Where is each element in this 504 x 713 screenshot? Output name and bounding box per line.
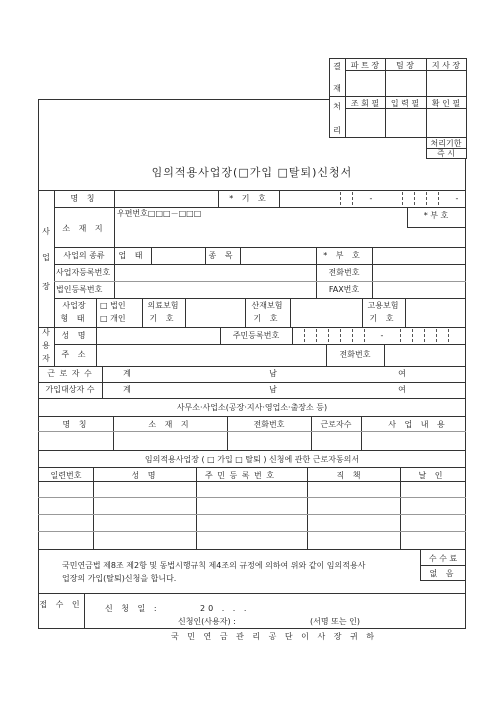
application-date-value: 20 . . . — [200, 604, 250, 613]
fee-value: 없 음 — [429, 569, 457, 578]
eligible-male-label: 남 — [269, 385, 277, 394]
approval-side-label-3: 처 — [333, 102, 341, 111]
worker-female-label: 여 — [398, 369, 406, 378]
business-fax-label: FAX번호 — [328, 285, 360, 294]
eligible-count-label: 가입대상자 수 — [45, 385, 95, 394]
business-category-label: 업 태 — [118, 251, 146, 260]
approval-header-input: 입 력 필 — [390, 99, 420, 108]
worker-count-label: 근 로 자 수 — [47, 369, 93, 378]
business-side-label-2: 업 — [42, 253, 50, 262]
consent-col-rrn: 주 민 등 록 번 호 — [204, 471, 276, 480]
branch-col-business: 사 업 내 용 — [388, 420, 448, 429]
receipt-label: 접 수 인 — [39, 600, 83, 609]
individual-checkbox[interactable]: □ 개인 — [100, 314, 126, 323]
eligible-female-label: 여 — [398, 385, 406, 394]
medical-insurance-label-1: 의료보험 — [147, 301, 179, 310]
corporation-checkbox[interactable]: □ 법인 — [100, 301, 126, 310]
corporate-reg-number-label: 법인등록번호 — [56, 285, 103, 294]
employer-phone-label: 전화번호 — [339, 350, 371, 359]
worker-male-label: 남 — [269, 369, 277, 378]
industrial-insurance-label-2: 기 호 — [253, 314, 281, 323]
business-side-label-1: 사 — [42, 227, 50, 236]
business-name-label: 명 칭 — [70, 194, 98, 203]
business-subcode2-label: * 부 호 — [323, 251, 363, 260]
business-form-label-1: 사업장 — [62, 301, 86, 310]
business-side-label-3: 장 — [42, 282, 50, 291]
employer-side-label-3: 자 — [42, 354, 50, 363]
fee-label: 수 수 료 — [428, 554, 458, 563]
business-item-label: 종 목 — [208, 251, 236, 260]
business-code-label: * 기 호 — [229, 194, 269, 203]
branch-col-name: 명 칭 — [62, 420, 90, 429]
employer-rrn-label: 주민등록번호 — [232, 331, 280, 340]
branch-col-workers: 근로자수 — [320, 420, 352, 429]
branch-col-location: 소 재 지 — [148, 420, 192, 429]
addressee: 국 민 연 금 관 리 공 단 이 사 장 귀 하 — [171, 632, 377, 641]
employment-insurance-label-2: 기 호 — [369, 314, 397, 323]
employment-insurance-label-1: 고용보험 — [367, 301, 399, 310]
business-code-dash-2: - — [455, 194, 459, 203]
approval-header-part-lead: 파 트 장 — [350, 61, 380, 70]
application-date-label: 신 청 일 : — [105, 604, 160, 613]
business-reg-number-label: 사업자등록번호 — [56, 268, 111, 277]
industrial-insurance-label-1: 산재보험 — [251, 301, 283, 310]
branch-heading: 사무소·사업소(공장·지사·영업소·출장소 등) — [176, 403, 328, 412]
deadline-label: 처리기한 — [430, 139, 462, 148]
medical-insurance-label-2: 기 호 — [149, 314, 177, 323]
deadline-value: 즉 시 — [437, 149, 455, 158]
consent-col-seal: 날 인 — [418, 471, 446, 480]
applicant-label: 신청인(사용자) : — [178, 617, 236, 626]
worker-total-label: 계 — [123, 369, 131, 378]
consent-heading: 임의적용사업장 ( □ 가입 □ 탈퇴 ) 신청에 관한 근로자동의서 — [144, 455, 360, 464]
signature-note: (서명 또는 인) — [310, 617, 360, 626]
business-subcode-label: * 부 호 — [423, 211, 449, 220]
business-address-label: 소 재 지 — [62, 224, 106, 233]
approval-side-label-1: 결 — [333, 62, 341, 71]
employer-name-label: 성 명 — [61, 331, 89, 340]
employer-side-label-1: 사 — [42, 328, 50, 337]
eligible-total-label: 계 — [123, 385, 131, 394]
business-type-label: 사업의 종류 — [63, 251, 105, 260]
business-phone-label: 전화번호 — [328, 268, 360, 277]
business-code-dash-1: - — [369, 194, 373, 203]
approval-header-branch-head: 지 사 장 — [431, 61, 461, 70]
form-title: 임의적용사업장(□가입 □탈퇴)신청서 — [151, 166, 353, 179]
approval-side-label-4: 리 — [333, 126, 341, 135]
approval-header-confirm: 확 인 필 — [431, 99, 461, 108]
branch-col-phone: 전화번호 — [253, 420, 285, 429]
approval-side-label-2: 재 — [333, 84, 341, 93]
statement-line-2: 업장의 가입(탈퇴)신청을 합니다. — [62, 574, 177, 583]
statement-line-1: 국민연금법 제8조 제2항 및 동법시행규칙 제4조의 규정에 의하여 위와 같이 임의적용사 — [62, 561, 366, 570]
consent-col-position: 직 책 — [336, 471, 364, 480]
employer-side-label-2: 용 — [42, 341, 50, 350]
employer-address-label: 주 소 — [61, 350, 89, 359]
consent-col-name: 성 명 — [131, 471, 159, 480]
consent-col-serial: 일련번호 — [50, 471, 82, 480]
business-form-label-2: 형 태 — [60, 314, 88, 323]
approval-header-inquiry: 조 회 필 — [350, 99, 380, 108]
approval-header-team-lead: 팀 장 — [396, 61, 414, 70]
employer-rrn-dash: - — [380, 331, 384, 340]
form-bottom-border — [38, 628, 466, 629]
business-postal-code: 우편번호□□□－□□□ — [117, 209, 202, 218]
